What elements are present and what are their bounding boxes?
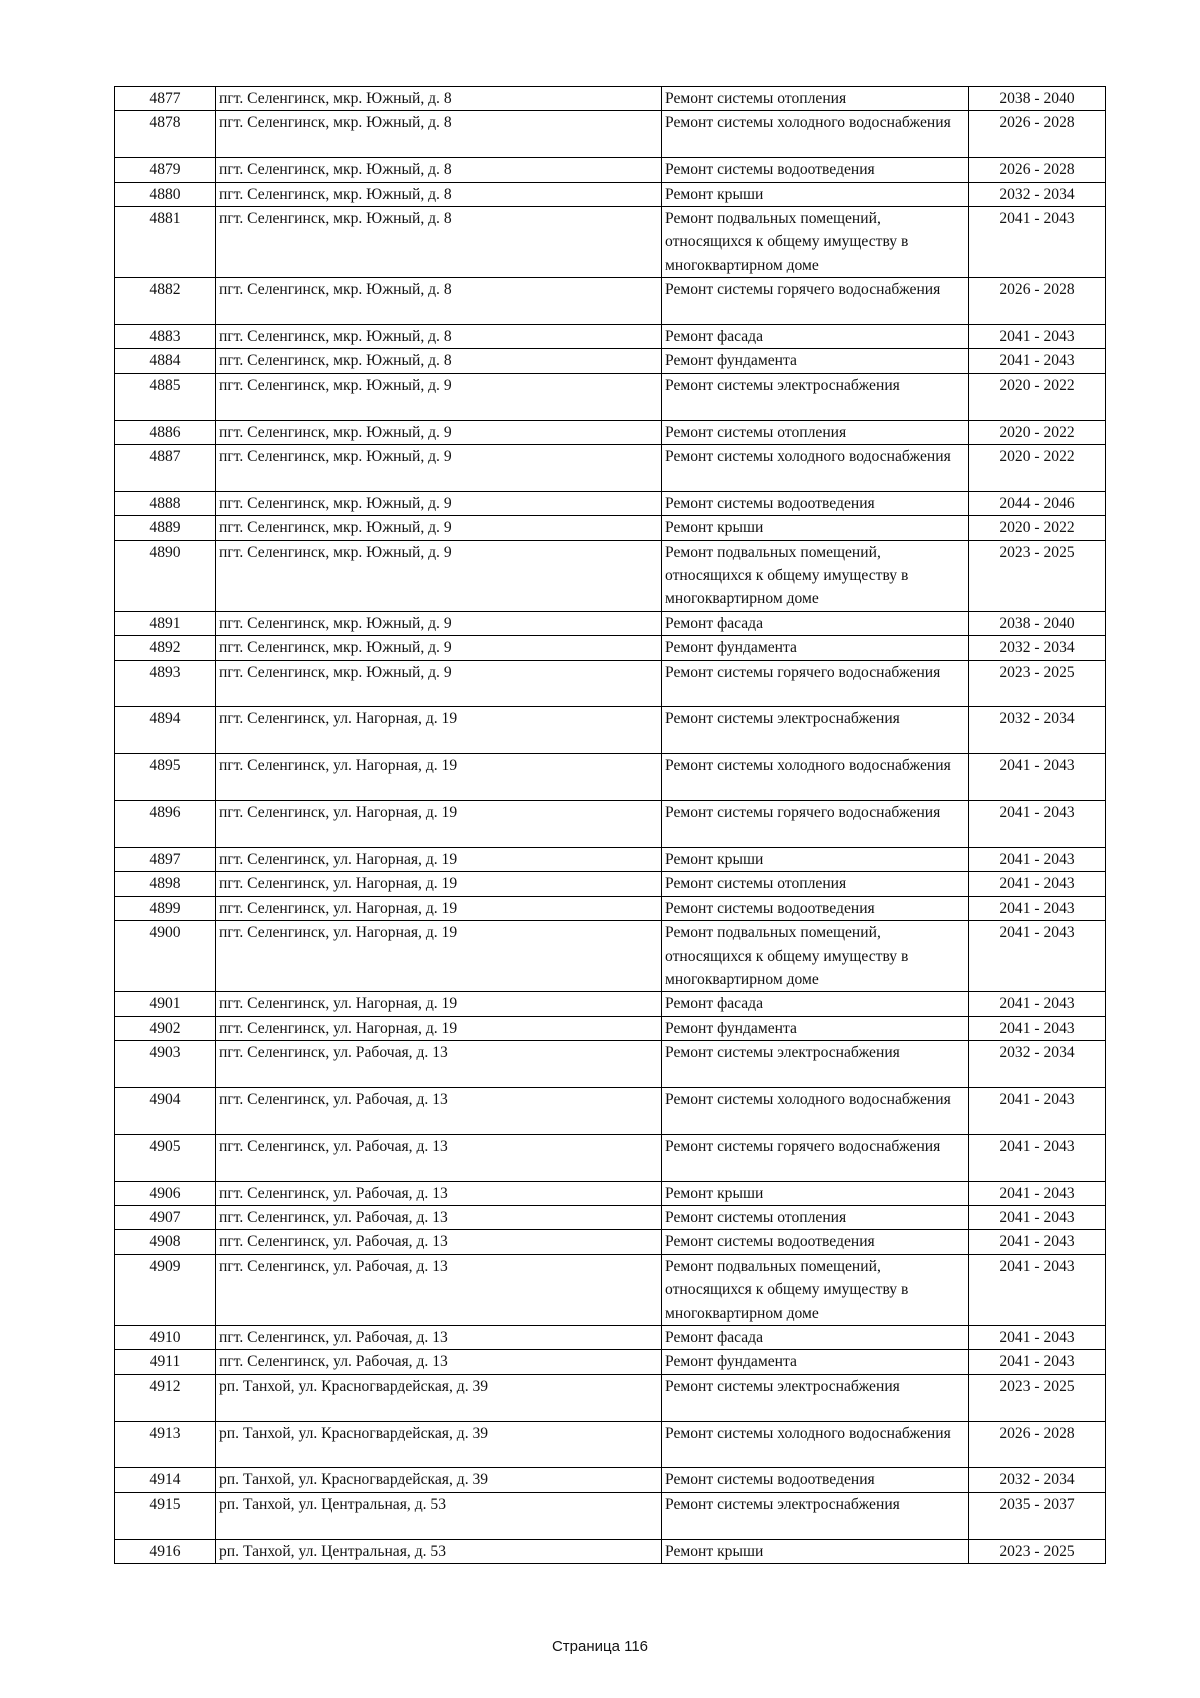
row-number: 4915 (115, 1492, 216, 1539)
row-number: 4913 (115, 1421, 216, 1468)
table-row (115, 1205, 1106, 1229)
table-row (115, 1181, 1106, 1205)
table-row (115, 325, 1106, 349)
period-cell: 2020 - 2022 (969, 420, 1106, 444)
work-type-cell: Ремонт системы горячего водоснабжения (662, 1134, 969, 1181)
address-cell: пгт. Селенгинск, ул. Нагорная, д. 19 (216, 707, 662, 754)
row-number: 4908 (115, 1230, 216, 1254)
work-type-cell: Ремонт системы электроснабжения (662, 1374, 969, 1421)
table-row (115, 87, 1106, 111)
work-type-cell: Ремонт системы водоотведения (662, 1468, 969, 1492)
address-cell: пгт. Селенгинск, мкр. Южный, д. 9 (216, 445, 662, 492)
address-cell: пгт. Селенгинск, мкр. Южный, д. 9 (216, 373, 662, 420)
address-cell: пгт. Селенгинск, ул. Рабочая, д. 13 (216, 1325, 662, 1349)
work-type-cell: Ремонт системы отопления (662, 1205, 969, 1229)
period-cell: 2032 - 2034 (969, 1468, 1106, 1492)
address-cell: пгт. Селенгинск, мкр. Южный, д. 9 (216, 420, 662, 444)
table-row (115, 921, 1106, 992)
address-cell: пгт. Селенгинск, ул. Нагорная, д. 19 (216, 992, 662, 1016)
work-type-cell: Ремонт системы холодного водоснабжения (662, 111, 969, 158)
work-type-cell: Ремонт фундамента (662, 349, 969, 373)
work-type-cell: Ремонт системы электроснабжения (662, 373, 969, 420)
row-number: 4893 (115, 660, 216, 707)
table-row (115, 420, 1106, 444)
row-number: 4901 (115, 992, 216, 1016)
row-number: 4904 (115, 1087, 216, 1134)
table-row (115, 1134, 1106, 1181)
row-number: 4883 (115, 325, 216, 349)
work-type-cell: Ремонт системы водоотведения (662, 1230, 969, 1254)
work-type-cell: Ремонт системы отопления (662, 420, 969, 444)
row-number: 4879 (115, 158, 216, 182)
table-row (115, 278, 1106, 325)
period-cell: 2023 - 2025 (969, 1539, 1106, 1563)
period-cell: 2026 - 2028 (969, 158, 1106, 182)
period-cell: 2041 - 2043 (969, 1016, 1106, 1040)
work-type-cell: Ремонт фундамента (662, 1016, 969, 1040)
row-number: 4905 (115, 1134, 216, 1181)
work-type-cell: Ремонт системы водоотведения (662, 491, 969, 515)
table-row (115, 373, 1106, 420)
address-cell: пгт. Селенгинск, ул. Рабочая, д. 13 (216, 1087, 662, 1134)
period-cell: 2041 - 2043 (969, 325, 1106, 349)
work-type-cell: Ремонт подвальных помещений, относящихся к общему имуществу в многоквартирном доме (662, 207, 969, 278)
period-cell: 2026 - 2028 (969, 1421, 1106, 1468)
table-row (115, 158, 1106, 182)
period-cell: 2041 - 2043 (969, 349, 1106, 373)
work-type-cell: Ремонт системы отопления (662, 872, 969, 896)
table-row (115, 754, 1106, 801)
address-cell: пгт. Селенгинск, ул. Нагорная, д. 19 (216, 921, 662, 992)
table-row (115, 636, 1106, 660)
address-cell: рп. Танхой, ул. Центральная, д. 53 (216, 1492, 662, 1539)
period-cell: 2032 - 2034 (969, 636, 1106, 660)
table-row (115, 872, 1106, 896)
row-number: 4909 (115, 1254, 216, 1325)
row-number: 4886 (115, 420, 216, 444)
address-cell: пгт. Селенгинск, мкр. Южный, д. 9 (216, 491, 662, 515)
row-number: 4884 (115, 349, 216, 373)
address-cell: пгт. Селенгинск, мкр. Южный, д. 8 (216, 207, 662, 278)
row-number: 4914 (115, 1468, 216, 1492)
row-number: 4887 (115, 445, 216, 492)
table-row (115, 992, 1106, 1016)
table-row (115, 801, 1106, 848)
address-cell: пгт. Селенгинск, ул. Рабочая, д. 13 (216, 1205, 662, 1229)
period-cell: 2041 - 2043 (969, 207, 1106, 278)
address-cell: пгт. Селенгинск, ул. Нагорная, д. 19 (216, 896, 662, 920)
period-cell: 2023 - 2025 (969, 540, 1106, 611)
period-cell: 2026 - 2028 (969, 111, 1106, 158)
repair-schedule-table (114, 86, 1106, 1564)
work-type-cell: Ремонт крыши (662, 516, 969, 540)
address-cell: пгт. Селенгинск, ул. Нагорная, д. 19 (216, 754, 662, 801)
row-number: 4878 (115, 111, 216, 158)
table-body (115, 87, 1106, 1564)
table-row (115, 491, 1106, 515)
row-number: 4899 (115, 896, 216, 920)
address-cell: пгт. Селенгинск, мкр. Южный, д. 9 (216, 516, 662, 540)
period-cell: 2023 - 2025 (969, 660, 1106, 707)
period-cell: 2041 - 2043 (969, 1181, 1106, 1205)
row-number: 4911 (115, 1350, 216, 1374)
period-cell: 2044 - 2046 (969, 491, 1106, 515)
period-cell: 2041 - 2043 (969, 801, 1106, 848)
period-cell: 2020 - 2022 (969, 445, 1106, 492)
address-cell: пгт. Селенгинск, ул. Рабочая, д. 13 (216, 1230, 662, 1254)
work-type-cell: Ремонт системы водоотведения (662, 896, 969, 920)
period-cell: 2038 - 2040 (969, 87, 1106, 111)
row-number: 4894 (115, 707, 216, 754)
row-number: 4880 (115, 182, 216, 206)
table-row (115, 707, 1106, 754)
table-row (115, 1350, 1106, 1374)
address-cell: пгт. Селенгинск, мкр. Южный, д. 9 (216, 540, 662, 611)
work-type-cell: Ремонт крыши (662, 182, 969, 206)
table-row (115, 111, 1106, 158)
period-cell: 2041 - 2043 (969, 1205, 1106, 1229)
work-type-cell: Ремонт крыши (662, 1181, 969, 1205)
period-cell: 2032 - 2034 (969, 707, 1106, 754)
row-number: 4890 (115, 540, 216, 611)
work-type-cell: Ремонт фасада (662, 611, 969, 635)
row-number: 4906 (115, 1181, 216, 1205)
period-cell: 2041 - 2043 (969, 1230, 1106, 1254)
address-cell: пгт. Селенгинск, ул. Рабочая, д. 13 (216, 1134, 662, 1181)
period-cell: 2041 - 2043 (969, 1254, 1106, 1325)
table-row (115, 1016, 1106, 1040)
work-type-cell: Ремонт фундамента (662, 636, 969, 660)
table-row (115, 1254, 1106, 1325)
address-cell: пгт. Селенгинск, ул. Нагорная, д. 19 (216, 872, 662, 896)
table-row (115, 1421, 1106, 1468)
row-number: 4881 (115, 207, 216, 278)
address-cell: пгт. Селенгинск, мкр. Южный, д. 8 (216, 325, 662, 349)
row-number: 4888 (115, 491, 216, 515)
row-number: 4885 (115, 373, 216, 420)
row-number: 4902 (115, 1016, 216, 1040)
address-cell: пгт. Селенгинск, мкр. Южный, д. 8 (216, 87, 662, 111)
address-cell: пгт. Селенгинск, мкр. Южный, д. 9 (216, 636, 662, 660)
period-cell: 2041 - 2043 (969, 847, 1106, 871)
address-cell: пгт. Селенгинск, ул. Рабочая, д. 13 (216, 1254, 662, 1325)
row-number: 4896 (115, 801, 216, 848)
row-number: 4916 (115, 1539, 216, 1563)
work-type-cell: Ремонт фасада (662, 1325, 969, 1349)
period-cell: 2038 - 2040 (969, 611, 1106, 635)
address-cell: пгт. Селенгинск, мкр. Южный, д. 8 (216, 111, 662, 158)
period-cell: 2041 - 2043 (969, 896, 1106, 920)
address-cell: пгт. Селенгинск, ул. Рабочая, д. 13 (216, 1350, 662, 1374)
address-cell: пгт. Селенгинск, ул. Рабочая, д. 13 (216, 1041, 662, 1088)
address-cell: пгт. Селенгинск, мкр. Южный, д. 8 (216, 349, 662, 373)
table-row (115, 660, 1106, 707)
period-cell: 2041 - 2043 (969, 872, 1106, 896)
address-cell: пгт. Селенгинск, ул. Нагорная, д. 19 (216, 1016, 662, 1040)
period-cell: 2041 - 2043 (969, 1134, 1106, 1181)
work-type-cell: Ремонт системы холодного водоснабжения (662, 445, 969, 492)
work-type-cell: Ремонт системы электроснабжения (662, 707, 969, 754)
period-cell: 2041 - 2043 (969, 992, 1106, 1016)
table-row (115, 207, 1106, 278)
work-type-cell: Ремонт системы электроснабжения (662, 1041, 969, 1088)
work-type-cell: Ремонт системы водоотведения (662, 158, 969, 182)
period-cell: 2041 - 2043 (969, 1087, 1106, 1134)
period-cell: 2026 - 2028 (969, 278, 1106, 325)
table-row (115, 516, 1106, 540)
row-number: 4903 (115, 1041, 216, 1088)
address-cell: пгт. Селенгинск, мкр. Южный, д. 9 (216, 611, 662, 635)
address-cell: рп. Танхой, ул. Красногвардейская, д. 39 (216, 1468, 662, 1492)
row-number: 4895 (115, 754, 216, 801)
table-row (115, 445, 1106, 492)
period-cell: 2041 - 2043 (969, 1350, 1106, 1374)
row-number: 4889 (115, 516, 216, 540)
table-row (115, 1325, 1106, 1349)
work-type-cell: Ремонт системы холодного водоснабжения (662, 1087, 969, 1134)
period-cell: 2041 - 2043 (969, 754, 1106, 801)
period-cell: 2032 - 2034 (969, 182, 1106, 206)
row-number: 4907 (115, 1205, 216, 1229)
address-cell: пгт. Селенгинск, ул. Нагорная, д. 19 (216, 847, 662, 871)
period-cell: 2023 - 2025 (969, 1374, 1106, 1421)
address-cell: пгт. Селенгинск, ул. Рабочая, д. 13 (216, 1181, 662, 1205)
table-row (115, 1374, 1106, 1421)
table-row (115, 1230, 1106, 1254)
address-cell: рп. Танхой, ул. Центральная, д. 53 (216, 1539, 662, 1563)
table-row (115, 847, 1106, 871)
row-number: 4877 (115, 87, 216, 111)
address-cell: рп. Танхой, ул. Красногвардейская, д. 39 (216, 1374, 662, 1421)
work-type-cell: Ремонт системы холодного водоснабжения (662, 1421, 969, 1468)
period-cell: 2041 - 2043 (969, 921, 1106, 992)
period-cell: 2041 - 2043 (969, 1325, 1106, 1349)
work-type-cell: Ремонт подвальных помещений, относящихся к общему имуществу в многоквартирном доме (662, 1254, 969, 1325)
table-row (115, 349, 1106, 373)
address-cell: рп. Танхой, ул. Красногвардейская, д. 39 (216, 1421, 662, 1468)
table-row (115, 1492, 1106, 1539)
table-row (115, 540, 1106, 611)
address-cell: пгт. Селенгинск, мкр. Южный, д. 8 (216, 182, 662, 206)
work-type-cell: Ремонт фундамента (662, 1350, 969, 1374)
work-type-cell: Ремонт подвальных помещений, относящихся к общему имуществу в многоквартирном доме (662, 921, 969, 992)
work-type-cell: Ремонт системы горячего водоснабжения (662, 278, 969, 325)
row-number: 4882 (115, 278, 216, 325)
work-type-cell: Ремонт системы отопления (662, 87, 969, 111)
row-number: 4912 (115, 1374, 216, 1421)
table-row (115, 1087, 1106, 1134)
period-cell: 2020 - 2022 (969, 516, 1106, 540)
table-row (115, 611, 1106, 635)
row-number: 4897 (115, 847, 216, 871)
row-number: 4898 (115, 872, 216, 896)
work-type-cell: Ремонт крыши (662, 847, 969, 871)
address-cell: пгт. Селенгинск, мкр. Южный, д. 8 (216, 278, 662, 325)
work-type-cell: Ремонт подвальных помещений, относящихся к общему имуществу в многоквартирном доме (662, 540, 969, 611)
work-type-cell: Ремонт крыши (662, 1539, 969, 1563)
work-type-cell: Ремонт фасада (662, 992, 969, 1016)
work-type-cell: Ремонт системы холодного водоснабжения (662, 754, 969, 801)
address-cell: пгт. Селенгинск, мкр. Южный, д. 9 (216, 660, 662, 707)
work-type-cell: Ремонт системы горячего водоснабжения (662, 801, 969, 848)
period-cell: 2035 - 2037 (969, 1492, 1106, 1539)
row-number: 4891 (115, 611, 216, 635)
table-row (115, 1539, 1106, 1563)
table-row (115, 182, 1106, 206)
period-cell: 2032 - 2034 (969, 1041, 1106, 1088)
period-cell: 2020 - 2022 (969, 373, 1106, 420)
table-row (115, 896, 1106, 920)
page-number: Страница 116 (551, 1638, 649, 1655)
row-number: 4910 (115, 1325, 216, 1349)
row-number: 4900 (115, 921, 216, 992)
address-cell: пгт. Селенгинск, ул. Нагорная, д. 19 (216, 801, 662, 848)
address-cell: пгт. Селенгинск, мкр. Южный, д. 8 (216, 158, 662, 182)
row-number: 4892 (115, 636, 216, 660)
table-row (115, 1468, 1106, 1492)
table-row (115, 1041, 1106, 1088)
work-type-cell: Ремонт системы электроснабжения (662, 1492, 969, 1539)
work-type-cell: Ремонт фасада (662, 325, 969, 349)
work-type-cell: Ремонт системы горячего водоснабжения (662, 660, 969, 707)
